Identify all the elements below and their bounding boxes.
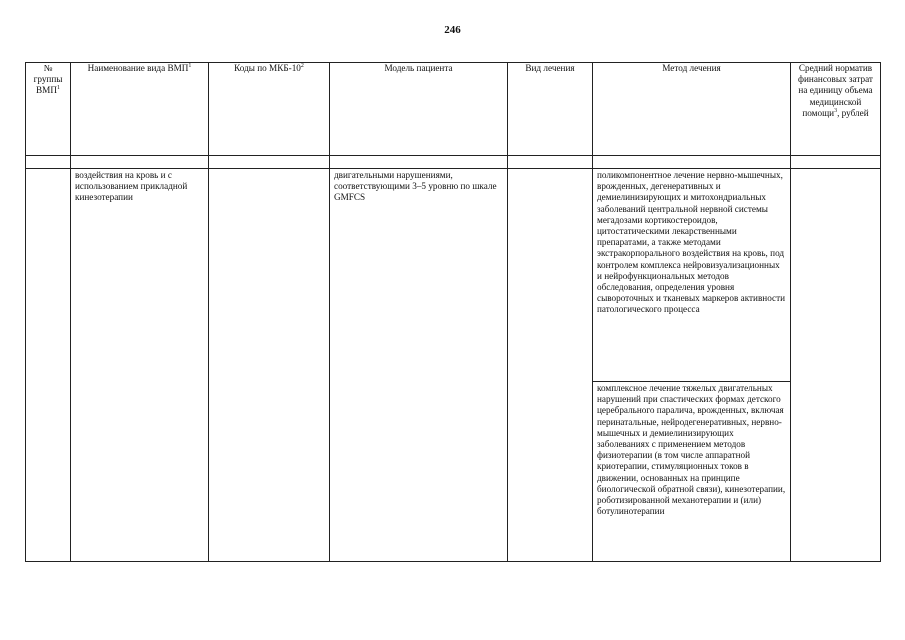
header-patient-model: Модель пациента — [330, 63, 508, 156]
cell-icd — [209, 169, 330, 562]
spacer-row — [26, 156, 881, 169]
cell-patient-model: двигательными нарушениями, соответствующими 3–5 уровню по шкале GMFCS — [330, 169, 508, 562]
page-number: 246 — [444, 24, 461, 36]
header-treatment-type: Вид лечения — [508, 63, 593, 156]
cell-group — [26, 169, 71, 562]
header-row — [26, 63, 881, 156]
cell-treatment-type — [508, 169, 593, 562]
header-cost: Средний норматив финансовых затрат на единицу объема медицинской помощи$^3$, рублей — [791, 63, 881, 156]
cell-name: воздействия на кровь и с использованием прикладной кинезотерапии — [71, 169, 209, 562]
header-method: Метод лечения — [593, 63, 791, 156]
header-group: № группы ВМП$^1$ — [26, 63, 71, 156]
header-name: Наименование вида ВМП$^1$ — [71, 63, 209, 156]
cell-cost — [791, 169, 881, 562]
cell-method-1: поликомпонентное лечение нервно-мышечных, врожденных, дегенеративных и демиелинизирующих и митохондриальных заболеваний центральной нервной системы мегадозами кортикостероидов, цитостатическими лекарственными препаратами, а также методами экстракорпорального воздействия на кровь, под контролем комплекса нейровизуализационных и нейрофункциональных методов обследования, определения уровня сывороточных и тканевых маркеров активности патологического процесса — [593, 169, 791, 382]
vmp-table — [25, 62, 881, 562]
table-row — [26, 169, 881, 382]
cell-method-2: комплексное лечение тяжелых двигательных нарушений при спастических формах детского церебрального паралича, врожденных, включая перинатальные, нейродегенеративных, нервно-мышечных и демиелинизирующих заболеваниях с применением методов физиотерапии (в том числе аппаратной криотерапии, стимуляционных токов в движении, основанных на принципе биологической обратной связи), кинезотерапии, роботизированной механотерапии и (или) ботулинотерапии — [593, 382, 791, 562]
header-icd: Коды по МКБ-$10^2$ — [209, 63, 330, 156]
